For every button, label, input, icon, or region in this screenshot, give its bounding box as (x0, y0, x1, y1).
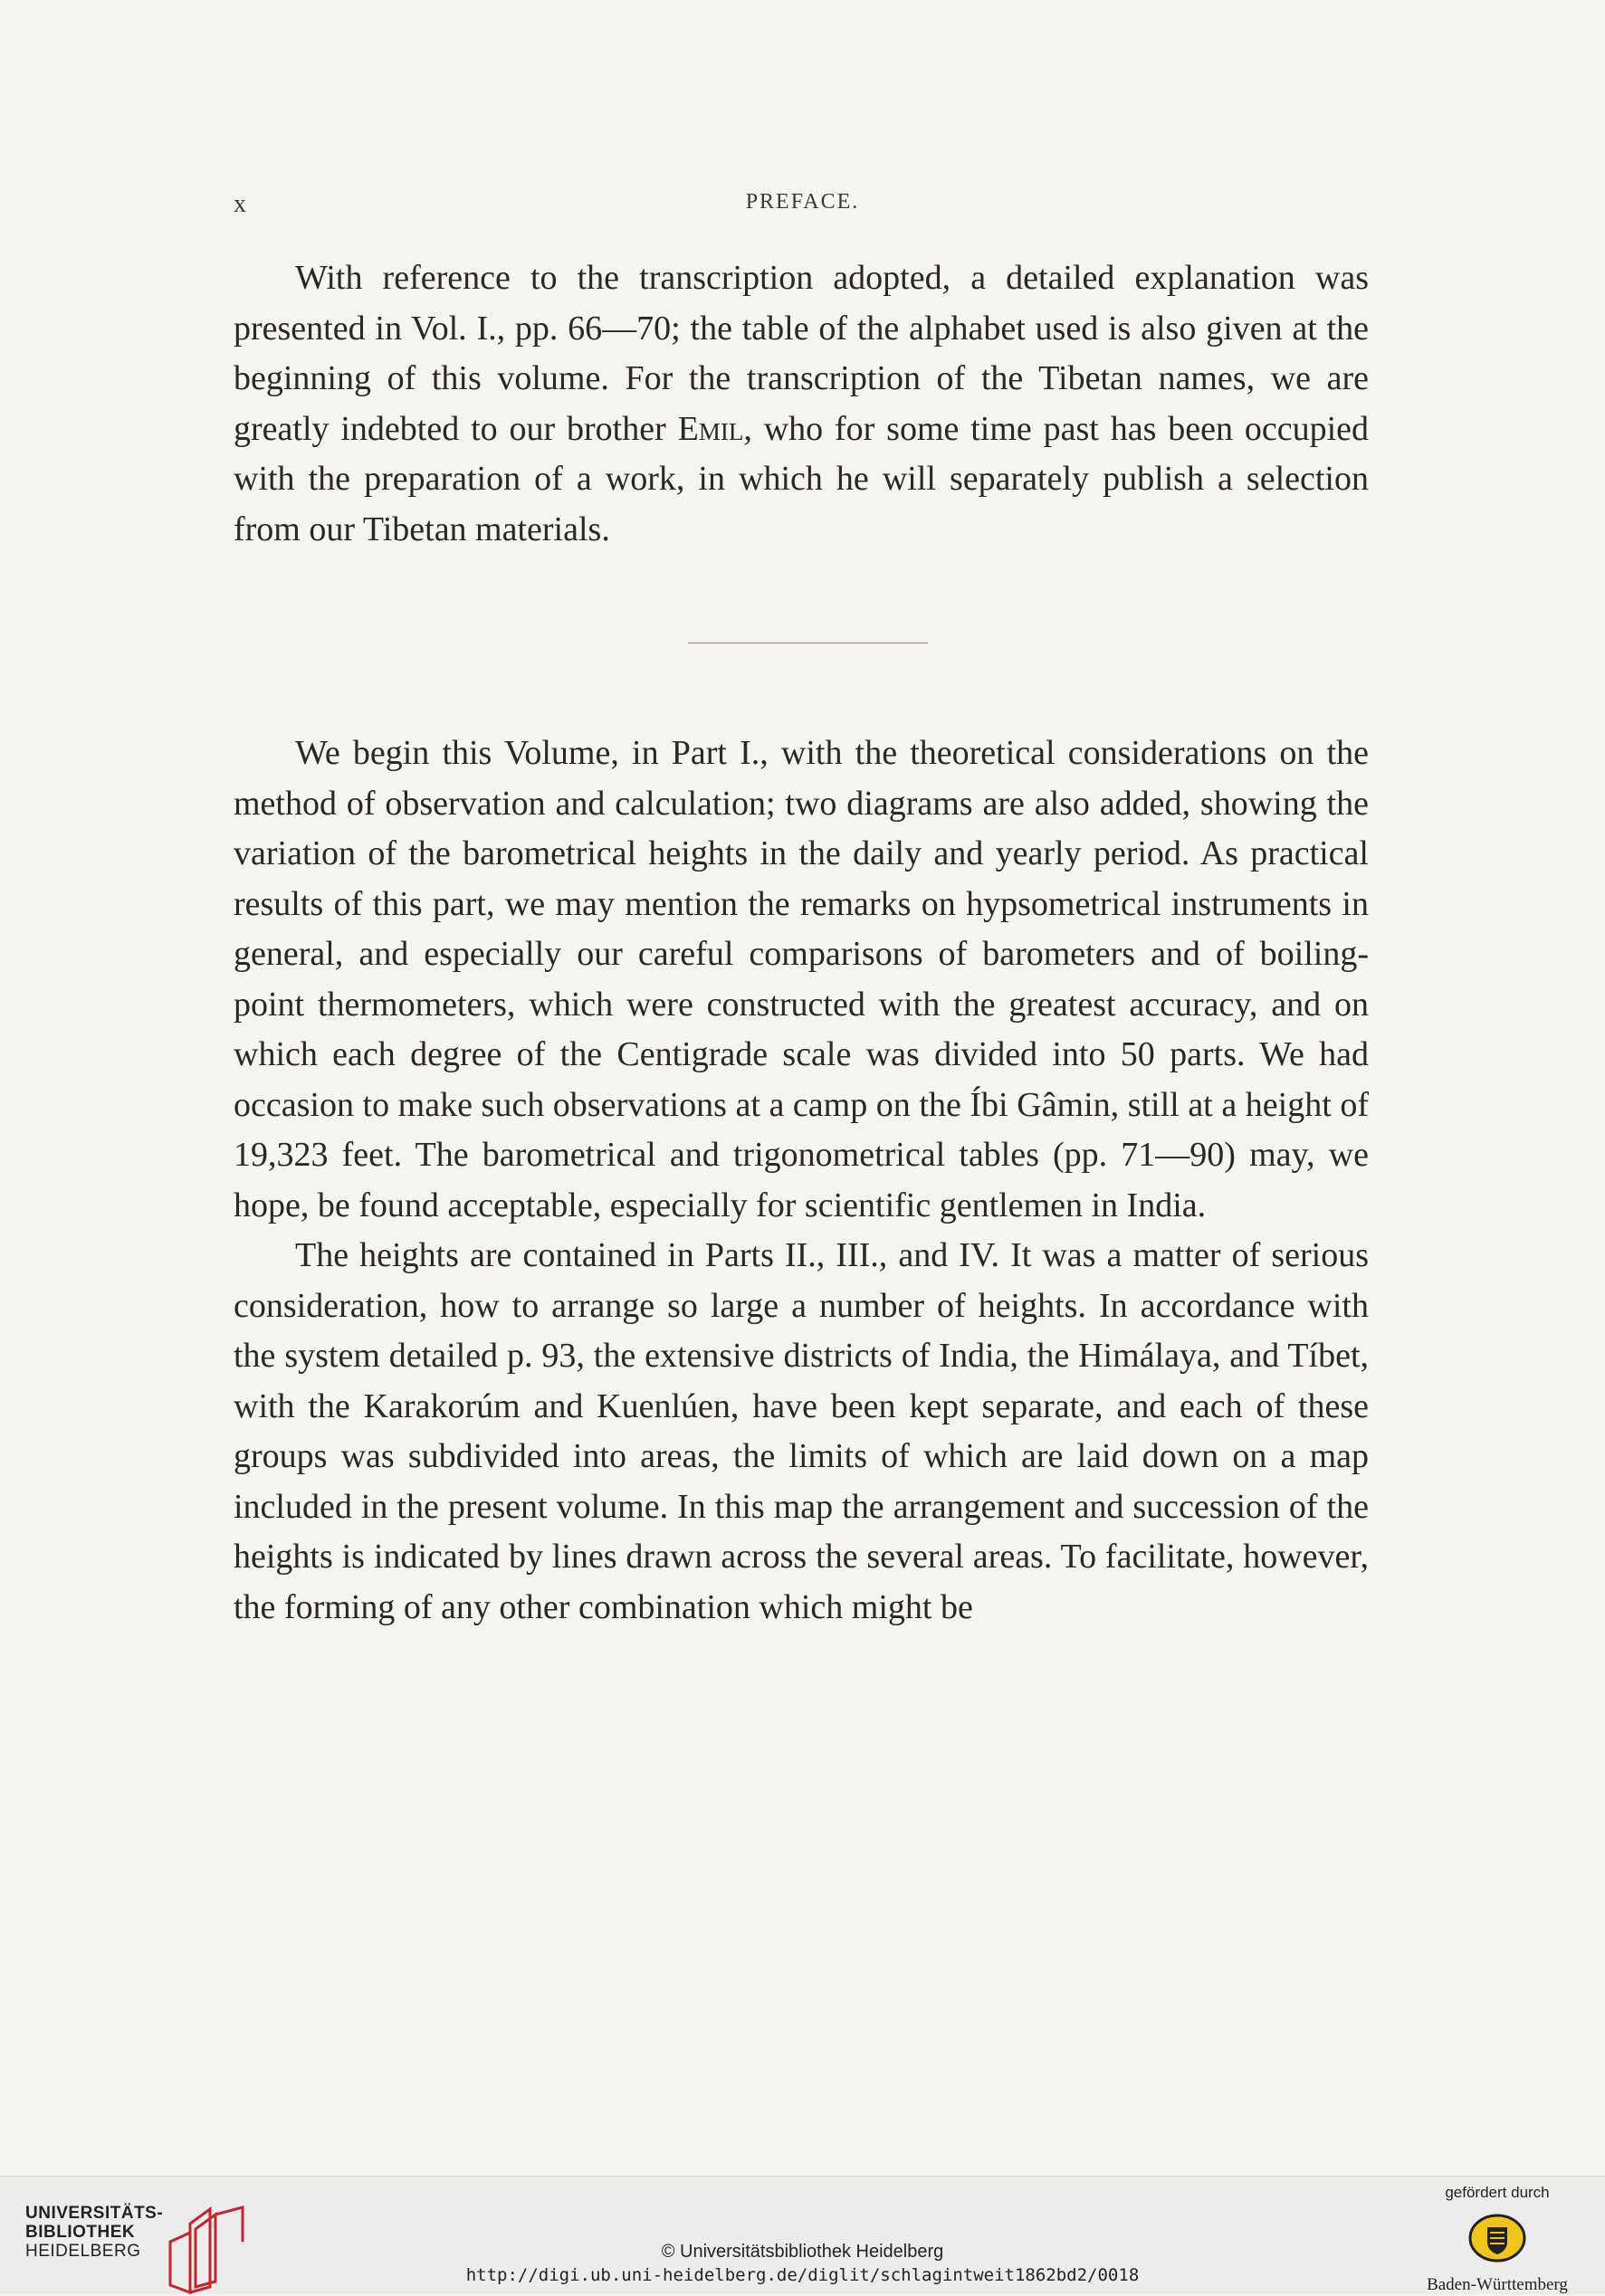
state-crest-icon (1466, 2211, 1529, 2265)
paragraph-text: We begin this Volume, in Part I., with the theoretical considerations on the method of observation and calculation; two diagrams are also added, showing the variation of the barometrical heights in the daily and yearly period. As practical results of this part, we may mention the remarks on hypsometrical instruments in general, and especially our careful comparisons of barometers and of boiling-point thermometers, which were constructed with the greatest accuracy, and on which each degree of the Centigrade scale was divided into 50 parts. We had occasion to make such observations at a camp on the Íbi Gâmin, still at a height of 19,323 feet. The barometrical and trigonometrical tables (pp. 71—90) may, we hope, be found acceptable, especially for scientific gentlemen in India. (234, 734, 1369, 1224)
paragraph-text: The heights are contained in Parts II., III., and IV. It was a matter of serious consideration, how to arrange so large a number of heights. In accordance with the system detailed p. 93, the extensive districts of India, the Himálaya, and Tíbet, with the Karakorúm and Kuenlúen, have been kept separate, and each of these groups was subdivided into areas, the limits of which are laid down on a map included in the present volume. In this map the arrangement and succession of the heights is indicated by lines drawn across the several areas. To facilitate, however, the forming of any other combination which might be (234, 1236, 1369, 1626)
library-name-line: HEIDELBERG (25, 2242, 141, 2261)
funder-block (1411, 2184, 1583, 2295)
permalink-url[interactable]: http://digi.ub.uni-heidelberg.de/diglit/schlagintweit1862bd2/0018 (465, 2265, 1140, 2285)
paragraph-text: With reference to the transcription adopted, a detailed explanation was presented in Vol. I., pp. 66—70; the table of the alphabet used is also given at the beginning of this volume. For the transcription of the Tibetan names, we are greatly indebted to our brother (234, 259, 1369, 448)
copyright-notice: © Universitätsbibliothek Heidelberg (661, 2242, 944, 2262)
running-title: PREFACE. (745, 190, 860, 214)
library-footer (0, 2176, 1605, 2294)
paragraph-volume-contents (234, 729, 1369, 1633)
funded-by-label: gefördert durch (1445, 2184, 1550, 2201)
page-number: x (234, 190, 248, 218)
small-caps-name: Emil (677, 409, 744, 448)
library-name-line: BIBLIOTHEK (25, 2223, 136, 2242)
library-name-line: UNIVERSITÄTS- (25, 2204, 164, 2223)
paragraph-text: , who for some time past has been occupied with the preparation of a work, in which he will separately publish a selection from our Tibetan materials. (234, 409, 1369, 548)
running-header (234, 190, 1371, 226)
funder-name: Baden-Württemberg (1427, 2275, 1568, 2294)
paragraph-transcription (234, 253, 1369, 555)
